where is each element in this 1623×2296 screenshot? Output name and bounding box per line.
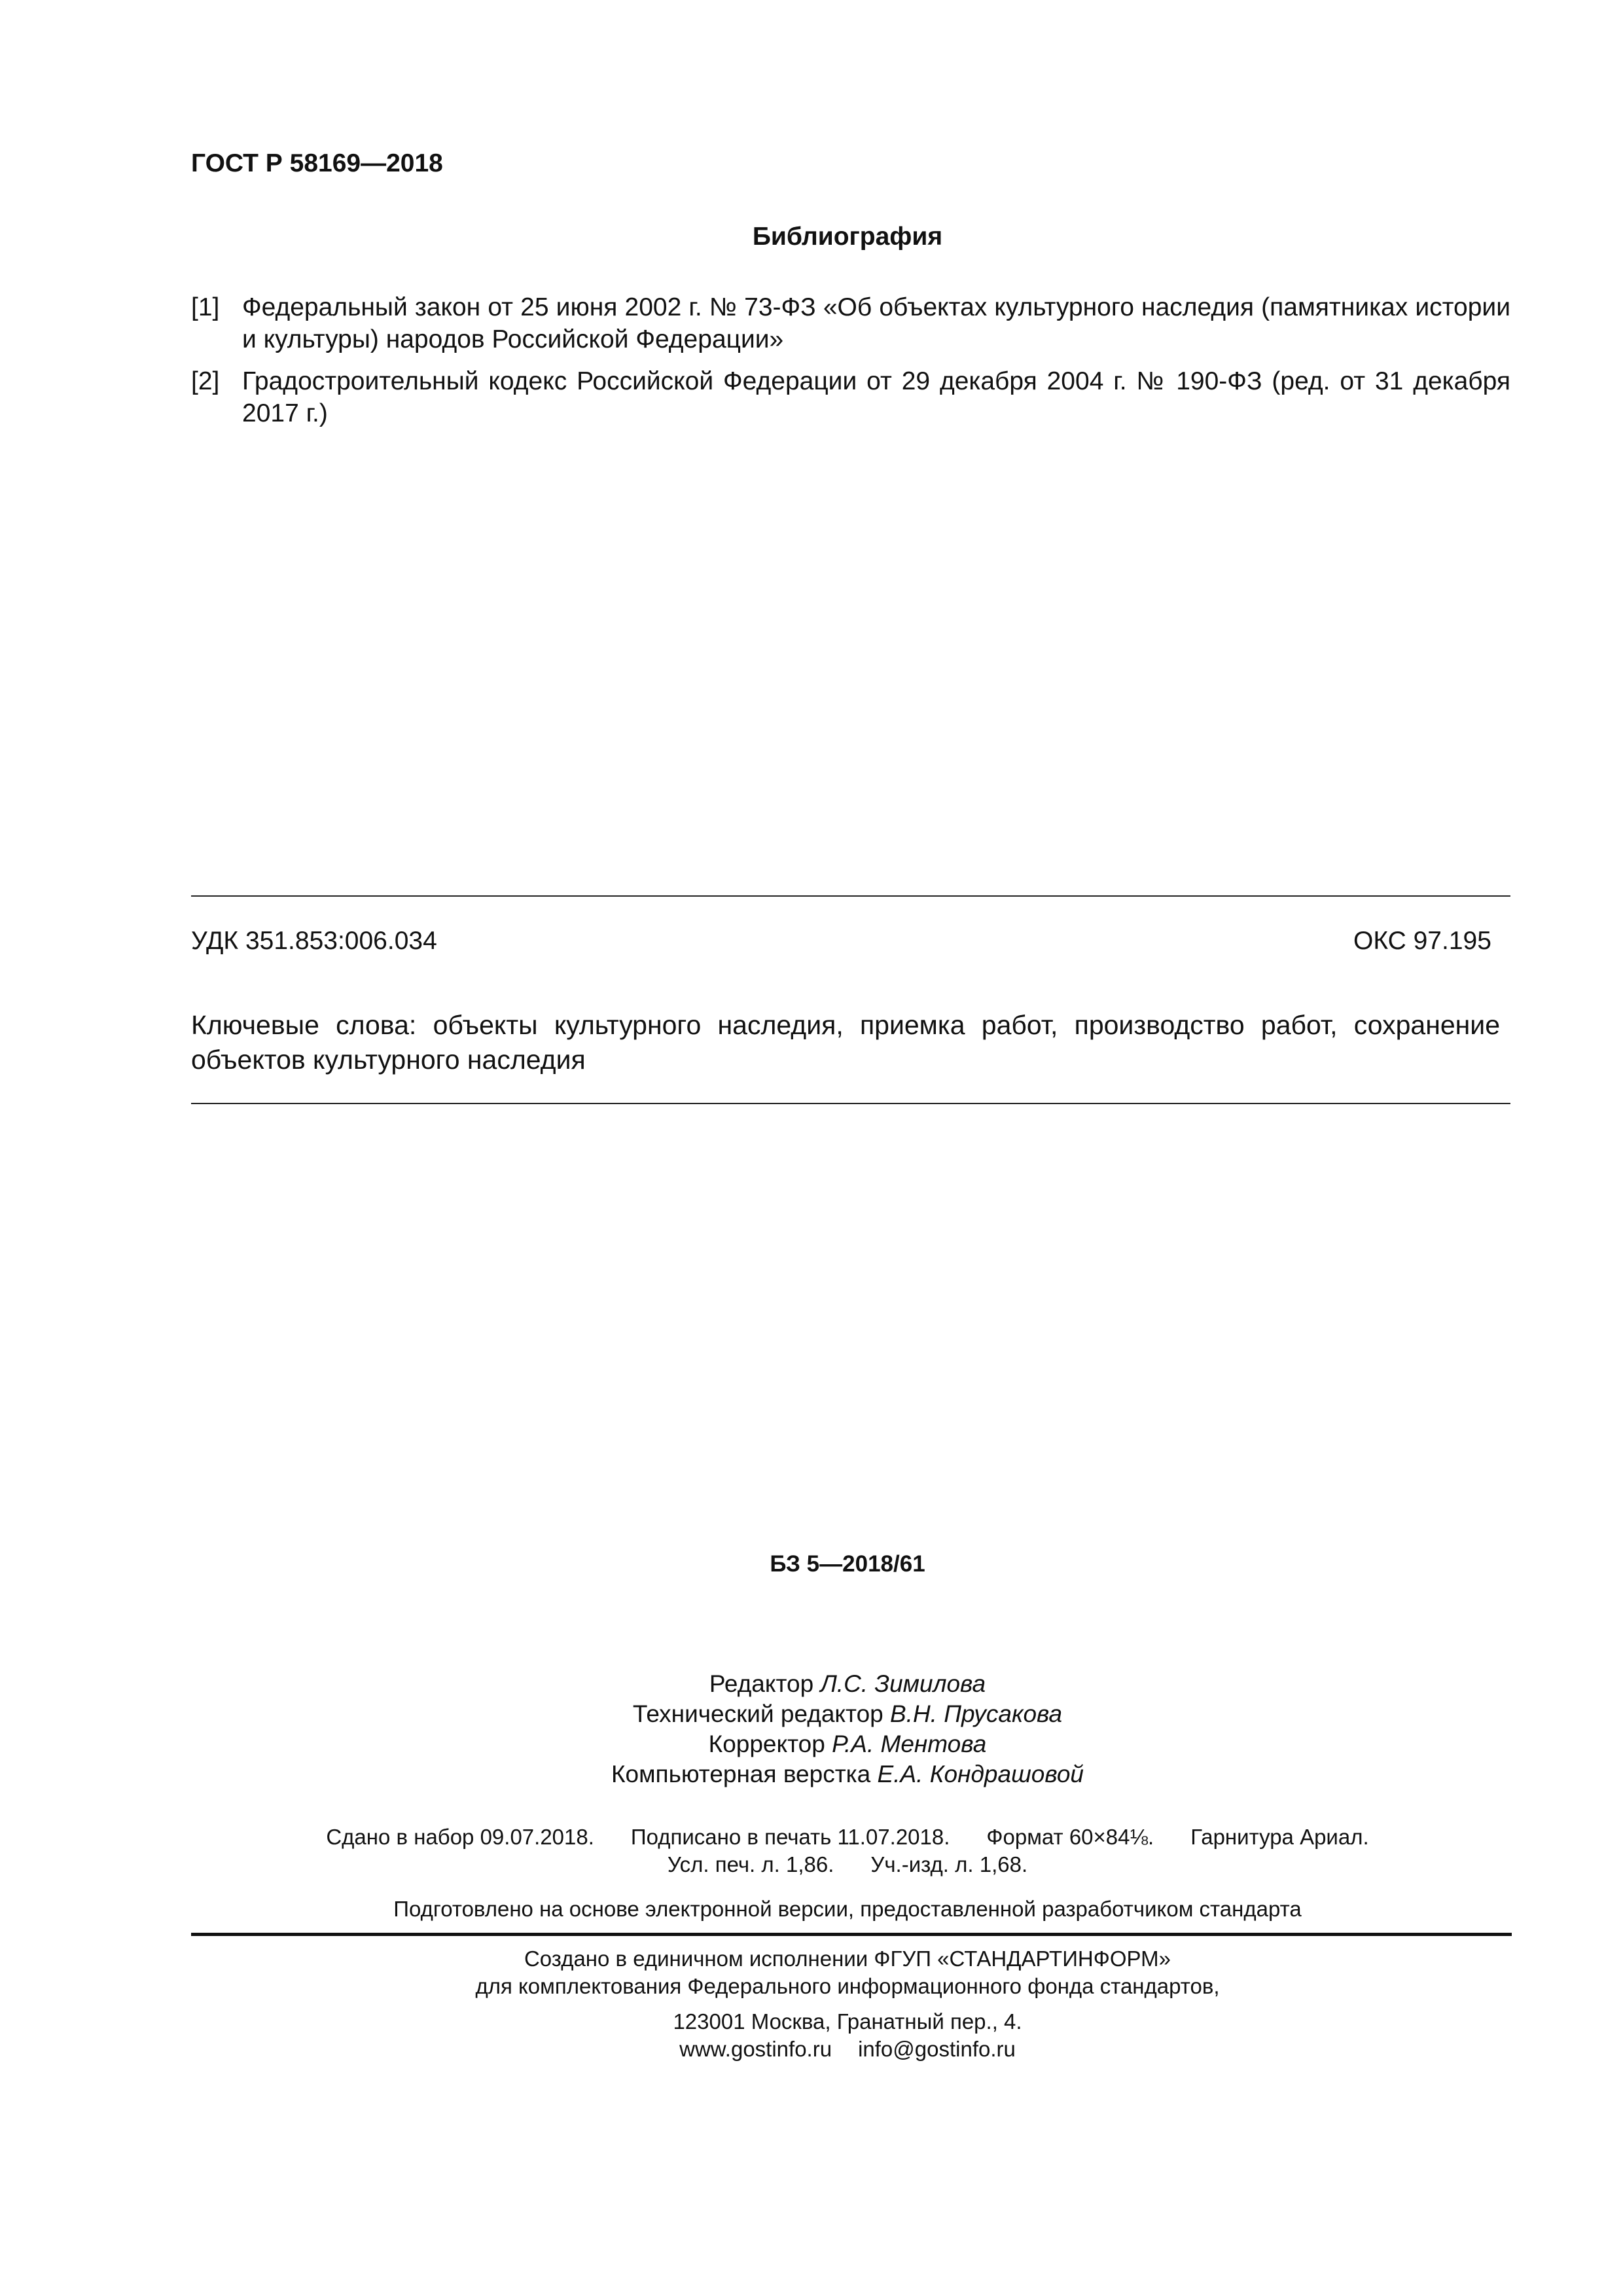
publisher-footer	[0, 1945, 1623, 2063]
footer-divider	[191, 1933, 1512, 1936]
bibliography-title: Библиография	[752, 223, 943, 251]
print-sheets: Усл. печ. л. 1,86.	[667, 1852, 834, 1876]
credit-tech-editor	[0, 1699, 1623, 1729]
print-format: Формат 60×84⅛.	[986, 1825, 1154, 1849]
typeface: Гарнитура Ариал.	[1190, 1825, 1369, 1849]
publisher-address: 123001 Москва, Гранатный пер., 4.	[673, 2009, 1022, 2034]
print-info-line-1	[0, 1823, 1623, 1851]
credit-corrector	[0, 1729, 1623, 1759]
print-info	[0, 1823, 1623, 1878]
bibliography-item-number: [2]	[191, 367, 220, 395]
credit-role: Редактор	[709, 1670, 821, 1697]
credit-editor	[0, 1669, 1623, 1699]
bibliography-item	[191, 291, 1510, 355]
submitted-date: Сдано в набор 09.07.2018.	[326, 1825, 594, 1849]
website-link[interactable]: www.gostinfo.ru	[679, 2037, 832, 2061]
credit-name: В.Н. Прусакова	[890, 1700, 1063, 1727]
credit-role: Технический редактор	[632, 1700, 890, 1727]
email-link[interactable]: info@gostinfo.ru	[858, 2037, 1016, 2061]
footer-line-2: для комплектования Федерального информационного фонда стандартов,	[475, 1974, 1220, 1998]
document-code: ГОСТ Р 58169—2018	[191, 149, 443, 177]
signed-date: Подписано в печать 11.07.2018.	[630, 1825, 950, 1849]
bibliography-item-number: [1]	[191, 293, 220, 321]
print-info-line-2	[0, 1851, 1623, 1878]
bz-code: БЗ 5—2018/61	[770, 1551, 925, 1577]
footer-line-1: Создано в единичном исполнении ФГУП «СТАНДАРТИНФОРМ»	[524, 1946, 1171, 1971]
credit-role: Компьютерная верстка	[611, 1761, 878, 1787]
bibliography-item	[191, 365, 1510, 429]
credits-block	[0, 1669, 1623, 1789]
credit-name: Л.С. Зимилова	[820, 1670, 986, 1697]
credit-role: Корректор	[708, 1731, 832, 1757]
divider-top	[191, 895, 1510, 897]
oks-code: ОКС 97.195	[1353, 927, 1491, 955]
credit-name: Е.А. Кондрашовой	[877, 1761, 1084, 1787]
bibliography-item-text: Федеральный закон от 25 июня 2002 г. № 73-ФЗ «Об объектах культурного наследия (памятниках истории и культуры) народов Российской Федерации»	[242, 293, 1510, 353]
edition-sheets: Уч.-изд. л. 1,68.	[870, 1852, 1028, 1876]
credit-name: Р.А. Ментова	[832, 1731, 987, 1757]
udk-code: УДК 351.853:006.034	[191, 927, 437, 955]
publisher-contacts	[0, 2036, 1623, 2063]
divider-bottom	[191, 1103, 1510, 1104]
prepared-note: Подготовлено на основе электронной версии, предоставленной разработчиком стандарта	[393, 1897, 1302, 1921]
bibliography-item-text: Градостроительный кодекс Российской Федерации от 29 декабря 2004 г. № 190-ФЗ (ред. от 31 декабря 2017 г.)	[242, 367, 1510, 427]
keywords: Ключевые слова: объекты культурного наследия, приемка работ, производство работ, сохранение объектов культурного наследия	[191, 1010, 1500, 1075]
credit-layout	[0, 1759, 1623, 1789]
